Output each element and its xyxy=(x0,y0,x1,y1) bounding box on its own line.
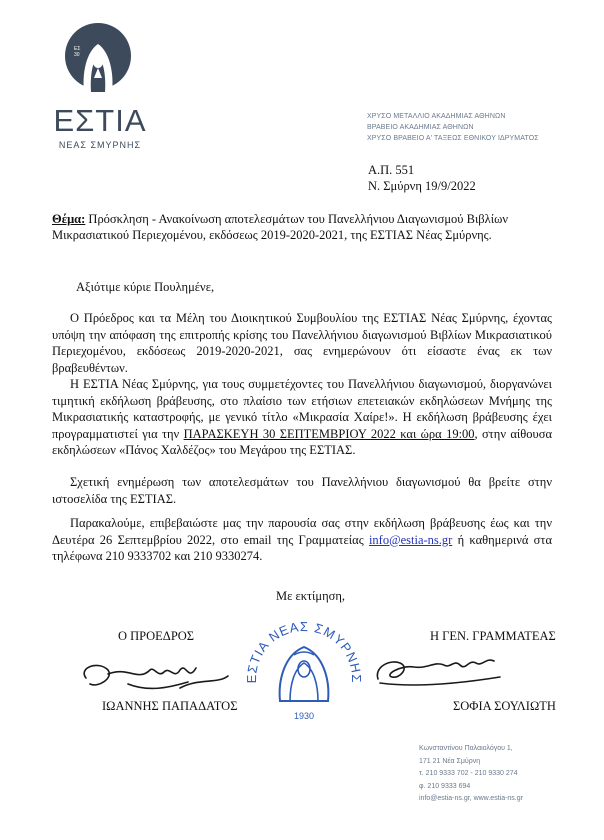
paragraph-rsvp-text-a: Παρακαλούμε, επιβεβαιώστε μας την παρουσία σας στην εκδήλωση βράβευσης έως και την Δευτέρα 26 Σεπτεμβρίου 2022, στο email της Γραμματείας xyxy=(52,516,552,547)
footer-city-line: 171 21 Νέα Σμύρνη xyxy=(419,757,481,765)
footer-web-line: info@estia-ns.gr, www.estia-ns.gr xyxy=(419,795,523,802)
paragraph-intro-text: Ο Πρόεδρος και τα Μέλη του Διοικητικού Συμβουλίου της ΕΣΤΙΑΣ Νέας Σμύρνης, έχοντας υπόψη την απόφαση της επιτροπής κρίσης του Πανελλήνιου διαγωνισμού Βιβλίων Μικρασιατικού Περιεχομένου, εκδόσεως 2019-2020-2021, σας ενημερώνουν ότι είσαστε ένας εκ των βραβευθέντων. xyxy=(52,311,552,375)
paragraph-event-text-b: , στην αίθουσα εκδηλώσεων «Πάνος Χαλδέζος» του Μεγάρου της ΕΣΤΙΑΣ. xyxy=(52,426,552,457)
subject-text: Πρόσκληση - Ανακοίνωση αποτελεσμάτων του Πανελλήνιου Διαγωνισμού Βιβλίων Μικρασιατικού Περιεχομένου, εκδόσεως 2019-2020-2021, της ΕΣΤΙΑΣ Νέας Σμύρνης. xyxy=(52,212,508,242)
president-signature xyxy=(68,648,238,700)
salutation: Αξιότιμε κύριε Πουλημένε, xyxy=(76,280,215,294)
svg-text:30: 30 xyxy=(74,52,80,58)
footer-phone-line: τ. 210 9333 702 - 210 9330 274 xyxy=(419,770,518,777)
organization-stamp xyxy=(234,597,374,725)
closing: Με εκτίμηση, xyxy=(276,589,346,603)
paragraph-rsvp xyxy=(52,515,552,565)
subject-label: Θέμα: xyxy=(52,212,86,226)
logo-subtitle: ΝΕΑΣ ΣΜΥΡΝΗΣ xyxy=(58,140,142,150)
paragraph-website xyxy=(52,474,552,507)
footer-fax-line: φ. 210 9333 694 xyxy=(419,782,471,790)
svg-text:1930: 1930 xyxy=(293,711,315,721)
secretary-name: ΣΟΦΙΑ ΣΟΥΛΙΩΤΗ xyxy=(453,699,556,713)
reference-block xyxy=(368,162,476,194)
secretariat-email-link[interactable]: info@estia-ns.gr xyxy=(368,532,453,547)
svg-text:ΕΣ: ΕΣ xyxy=(74,46,81,52)
award-line: ΧΡΥΣΟ ΜΕΤΑΛΛΙΟ ΑΚΑΔΗΜΙΑΣ ΑΘΗΝΩΝ xyxy=(367,113,506,120)
president-title: Ο ΠΡΟΕΔΡΟΣ xyxy=(118,629,195,643)
logo-wordmark: ΕΣΤΙΑ xyxy=(53,103,147,138)
award-line: ΧΡΥΣΟ ΒΡΑΒΕΙΟ Α' ΤΑΞΕΩΣ ΕΘΝΙΚΟΥ ΙΔΡΥΜΑΤΟΣ xyxy=(367,135,539,142)
paragraph-event-text-a: Η ΕΣΤΙΑ Νέας Σμύρνης, για τους συμμετέχοντες του Πανελλήνιου διαγωνισμού, διοργανώνει τιμητική εκδήλωση βράβευσης, στο πλαίσιο των ετήσιων επετειακών εκδηλώσεων Μνήμης της Μικρασιατικής καταστροφής, με γενικό τίτλο «Μικρασία Χαίρε!». Η εκδήλωση βράβευσης έχει προγραμματιστεί για την xyxy=(52,377,552,441)
event-date-time: ΠΑΡΑΣΚΕΥΗ 30 ΣΕΠΤΕΜΒΡΙΟΥ 2022 και ώρα 19:00 xyxy=(183,426,475,441)
protocol-number: Α.Π. 551 xyxy=(368,163,415,177)
awards-list xyxy=(367,111,587,144)
secretary-title: Η ΓΕΝ. ΓΡΑΜΜΑΤΕΑΣ xyxy=(430,629,556,643)
place-date: Ν. Σμύρνη 19/9/2022 xyxy=(368,179,476,193)
president-name: ΙΩΑΝΝΗΣ ΠΑΠΑΔΑΤΟΣ xyxy=(102,699,238,713)
estia-logo xyxy=(52,22,148,180)
svg-text:ΕΣΤΙΑ ΝΕΑΣ ΣΜΥΡΝΗΣ: ΕΣΤΙΑ ΝΕΑΣ ΣΜΥΡΝΗΣ xyxy=(243,618,365,684)
logo-emblem-icon xyxy=(64,22,132,102)
paragraph-rsvp-text-b: ή καθημερινά στα τηλέφωνα 210 9333702 και 210 9330274. xyxy=(52,532,552,563)
paragraph-event xyxy=(52,376,552,459)
secretary-signature xyxy=(370,645,520,691)
subject-line xyxy=(52,211,558,243)
contact-footer xyxy=(419,743,594,806)
award-line: ΒΡΑΒΕΙΟ ΑΚΑΔΗΜΙΑΣ ΑΘΗΝΩΝ xyxy=(367,124,474,131)
footer-address-line: Κωνσταντίνου Παλαιολόγου 1, xyxy=(419,745,513,752)
paragraph-intro xyxy=(52,310,552,376)
paragraph-website-text: Σχετική ενημέρωση των αποτελεσμάτων του Πανελλήνιου διαγωνισμού θα βρείτε στην ιστοσελίδα της ΕΣΤΙΑΣ. xyxy=(52,475,552,506)
